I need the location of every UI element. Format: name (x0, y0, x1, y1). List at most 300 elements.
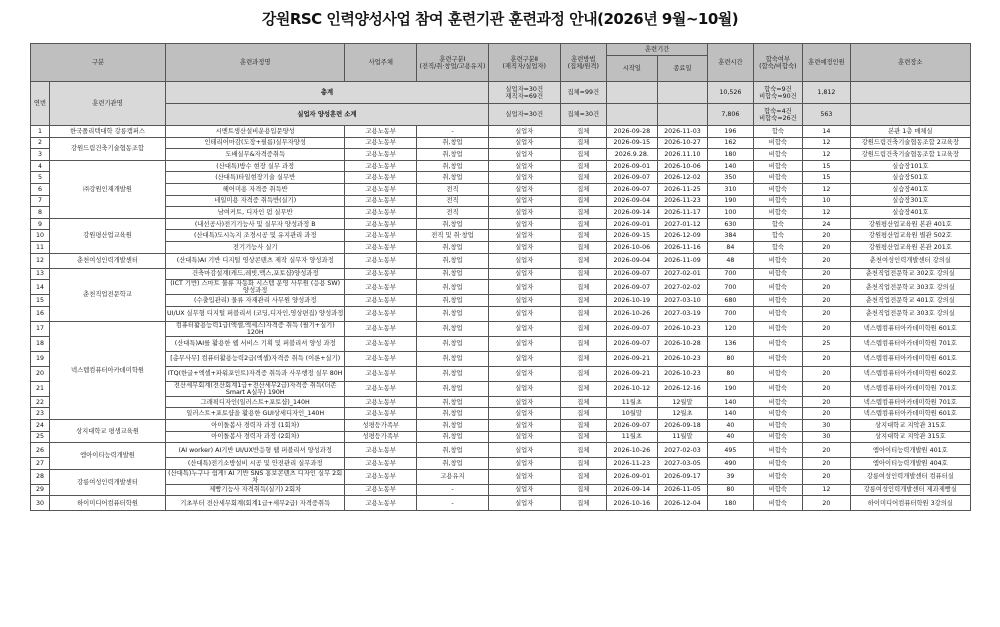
type2: 실업자 (488, 496, 560, 511)
planned: 12 (803, 207, 850, 219)
planned: 20 (803, 280, 850, 295)
hours: 680 (708, 295, 753, 307)
type1: - (417, 496, 489, 511)
row-number: 7 (31, 195, 50, 207)
start-date: 2026-09-04 (607, 253, 658, 268)
end-date: 2026-11-05 (657, 484, 708, 496)
place: 엠아이티능력개발원 404호 (850, 458, 970, 470)
operator: 고용노동부 (345, 366, 417, 381)
lodging: 비합숙 (753, 207, 803, 219)
operator: 고용노동부 (345, 484, 417, 496)
institution-name: 강릉여성인력개발센터 (49, 469, 165, 496)
start-date: 11월초 (607, 431, 658, 443)
course-name: 기초부터 전산세무회계(회계1급+세무2급) 자격증취득 (166, 496, 345, 511)
table-row (31, 280, 971, 295)
place: 엠아이티능력개발원 401호 (850, 443, 970, 458)
course-name: 아이돌봄사 경력자 과정 (2회차) (166, 431, 345, 443)
hours: 136 (708, 336, 753, 351)
method: 집체 (560, 126, 606, 138)
table-row (31, 241, 971, 253)
subtotal-label: 실업자 양성훈련 소계 (166, 104, 489, 126)
start-date: 2026-10-26 (607, 306, 658, 321)
start-date: 10월말 (607, 408, 658, 420)
lodging: 비합숙 (753, 469, 803, 484)
type2: 실업자 (488, 126, 560, 138)
planned: 10 (803, 195, 850, 207)
start-date: 2026-11-23 (607, 458, 658, 470)
row-number: 16 (31, 306, 50, 321)
start-date: 2026-10-19 (607, 295, 658, 307)
method: 집체 (560, 230, 606, 242)
place: 실습장501호 (850, 172, 970, 184)
row-number: 9 (31, 218, 50, 230)
method: 집체 (560, 137, 606, 149)
hours: 40 (708, 431, 753, 443)
lodging: 비합숙 (753, 321, 803, 336)
total-end-empty (657, 82, 708, 104)
hours: 140 (708, 396, 753, 408)
document-title: 강원RSC 인력양성사업 참여 훈련기관 훈련과정 안내(2026년 9월~10월) (261, 10, 739, 28)
operator: 고용노동부 (345, 351, 417, 366)
method: 집체 (560, 408, 606, 420)
col-header-gubun: 구분 (31, 44, 166, 82)
method: 집체 (560, 469, 606, 484)
table-row (31, 253, 971, 268)
place: 강원평산업교육원 본관 401호 (850, 218, 970, 230)
planned: 20 (803, 321, 850, 336)
end-date: 2026-09-18 (657, 419, 708, 431)
place: 넥스텝컴퓨터아카데미학원 701호 (850, 396, 970, 408)
place: 실습장301호 (850, 195, 970, 207)
planned: 24 (803, 218, 850, 230)
table-row (31, 366, 971, 381)
lodging: 비합숙 (753, 443, 803, 458)
course-name: (내선공사)전기기능사 및 실무자 양성과정 B (166, 218, 345, 230)
lodging: 비합숙 (753, 149, 803, 161)
place: 상지대학교 지악관 315호 (850, 419, 970, 431)
type1: 취,창업 (417, 431, 489, 443)
operator: 성평등가족부 (345, 419, 417, 431)
operator: 고용노동부 (345, 469, 417, 484)
start-date: 2026-09-07 (607, 280, 658, 295)
planned: 20 (803, 396, 850, 408)
lodging: 비합숙 (753, 366, 803, 381)
start-date: 2026-09-21 (607, 366, 658, 381)
institution-name: 춘천직업전문학교 (49, 268, 165, 321)
end-date: 2027-01-12 (657, 218, 708, 230)
start-date: 2026-09-01 (607, 160, 658, 172)
type2: 실업자 (488, 160, 560, 172)
subtotal-type2: 실업자=30건 (488, 104, 560, 126)
start-date: 2026-10-06 (607, 241, 658, 253)
operator: 고용노동부 (345, 253, 417, 268)
start-date: 2026-10-12 (607, 381, 658, 396)
method: 집체 (560, 458, 606, 470)
planned: 30 (803, 431, 850, 443)
subtotal-lodging: 합숙=4건 비합숙=26건 (753, 104, 803, 126)
col-header-type1 (417, 44, 489, 82)
method: 집체 (560, 351, 606, 366)
operator: 고용노동부 (345, 230, 417, 242)
col-header-no: 연번 (31, 82, 50, 126)
place: 강원평산업교육원 별관 502호 (850, 230, 970, 242)
hours: 196 (708, 126, 753, 138)
type1: 전직 (417, 207, 489, 219)
place: 춘천직업전문학교 401호 강의실 (850, 295, 970, 307)
course-name: 시멘트생산설비운용입문양성 (166, 126, 345, 138)
type2: 실업자 (488, 306, 560, 321)
planned: 20 (803, 408, 850, 420)
method: 집체 (560, 321, 606, 336)
type1: 취,창업 (417, 137, 489, 149)
operator: 고용노동부 (345, 321, 417, 336)
col-header-operator: 사업주체 (345, 44, 417, 82)
institution-name: ㈜강원인재개발원 (49, 160, 165, 218)
method: 집체 (560, 160, 606, 172)
type2: 실업자 (488, 431, 560, 443)
start-date: 2026-09-15 (607, 137, 658, 149)
type2: 실업자 (488, 321, 560, 336)
hours: 700 (708, 280, 753, 295)
table-row (31, 381, 971, 396)
course-name: (AI worker) AI기반 UI/UX반응형 웹 퍼블리셔 양성과정 (166, 443, 345, 458)
course-name: 전기기능사 실기 (166, 241, 345, 253)
subtotal-method: 집체=30건 (560, 104, 606, 126)
end-date: 2026-10-27 (657, 137, 708, 149)
lodging: 비합숙 (753, 458, 803, 470)
institution-name: 엠아이티능력개발원 (49, 443, 165, 470)
type1: 취,창업 (417, 241, 489, 253)
type1: 취,창업 (417, 306, 489, 321)
hours: 384 (708, 230, 753, 242)
method: 집체 (560, 218, 606, 230)
col-header-start: 시작일 (607, 56, 658, 82)
col-header-institution: 훈련기관명 (49, 82, 165, 126)
start-date: 2026-09-07 (607, 321, 658, 336)
type2: 실업자 (488, 137, 560, 149)
planned: 14 (803, 126, 850, 138)
subtotal-start-empty (607, 104, 658, 126)
hours: 180 (708, 496, 753, 511)
method: 집체 (560, 207, 606, 219)
type2: 실업자 (488, 268, 560, 280)
hours: 140 (708, 160, 753, 172)
type2: 실업자 (488, 241, 560, 253)
type2: 실업자 (488, 149, 560, 161)
planned: 30 (803, 419, 850, 431)
start-date: 2026-09-01 (607, 469, 658, 484)
operator: 고용노동부 (345, 137, 417, 149)
start-date: 2026-10-26 (607, 443, 658, 458)
course-name: 전산세무회계(전산회계1급+전산세무2급)자격증 취득(더존Smart A실무) 190H (166, 381, 345, 396)
type1: 전직 (417, 183, 489, 195)
type1: 취,창업 (417, 218, 489, 230)
lodging: 합숙 (753, 218, 803, 230)
start-date: 2026-09-07 (607, 419, 658, 431)
method: 집체 (560, 396, 606, 408)
end-date: 2026-11-23 (657, 195, 708, 207)
start-date: 2026-09-07 (607, 336, 658, 351)
place: 실습장401호 (850, 207, 970, 219)
type1: 취,창업 (417, 268, 489, 280)
col-header-planned: 훈련예정인원 (803, 44, 850, 82)
planned: 20 (803, 295, 850, 307)
planned: 20 (803, 366, 850, 381)
operator: 고용노동부 (345, 218, 417, 230)
type2-label: 훈련구분Ⅱ (510, 55, 538, 63)
planned: 15 (803, 160, 850, 172)
type2: 실업자 (488, 336, 560, 351)
end-date: 2026-11-16 (657, 241, 708, 253)
end-date: 2026-12-04 (657, 496, 708, 511)
table-row (31, 230, 971, 242)
table-row (31, 137, 971, 149)
planned: 20 (803, 241, 850, 253)
type2: 실업자 (488, 443, 560, 458)
operator: 고용노동부 (345, 207, 417, 219)
row-number: 19 (31, 351, 50, 366)
planned: 20 (803, 381, 850, 396)
end-date: 2027-02-02 (657, 280, 708, 295)
row-number: 6 (31, 183, 50, 195)
subtotal-end-empty (657, 104, 708, 126)
row-number: 27 (31, 458, 50, 470)
institution-name: 하이미디어컴퓨터학원 (49, 496, 165, 511)
method: 집체 (560, 366, 606, 381)
hours: 48 (708, 253, 753, 268)
planned: 12 (803, 149, 850, 161)
operator: 고용노동부 (345, 149, 417, 161)
planned: 20 (803, 253, 850, 268)
row-number: 1 (31, 126, 50, 138)
type1: 취,창업 (417, 321, 489, 336)
planned: 20 (803, 230, 850, 242)
operator: 고용노동부 (345, 280, 417, 295)
method: 집체 (560, 496, 606, 511)
operator: 고용노동부 (345, 396, 417, 408)
lodging-label: 합숙여부 (765, 55, 791, 63)
type1: 전직 및 취·창업 (417, 230, 489, 242)
type2: 실업자 (488, 366, 560, 381)
total-type2: 실업자=30건 재직자=69건 (488, 82, 560, 104)
row-number: 22 (31, 396, 50, 408)
type2: 실업자 (488, 253, 560, 268)
place: 실습장101호 (850, 160, 970, 172)
place: 강릉여성인력개발센터 제과제빵실 (850, 484, 970, 496)
type1: 취,창업 (417, 408, 489, 420)
end-date: 2026-12-09 (657, 230, 708, 242)
method: 집체 (560, 443, 606, 458)
hours: 84 (708, 241, 753, 253)
header-row-1 (31, 44, 971, 56)
type2: 실업자 (488, 195, 560, 207)
summary-sub-row (31, 104, 971, 126)
institution-name: 강원드림건축기술협동조합 (49, 137, 165, 160)
end-date: 2027-02-03 (657, 443, 708, 458)
col-header-end: 종료일 (657, 56, 708, 82)
type1: 취,창업 (417, 366, 489, 381)
institution-name: 한국폴리텍대학 강릉캠퍼스 (49, 126, 165, 138)
course-name: (산대특)AI를 활용한 웹 서비스 기획 및 퍼블리셔 양성 과정 (166, 336, 345, 351)
method: 집체 (560, 419, 606, 431)
course-name: 아이돌봄사 경력자 과정 (1회차) (166, 419, 345, 431)
method: 집체 (560, 195, 606, 207)
table-row (31, 218, 971, 230)
type2: 실업자 (488, 469, 560, 484)
start-date: 2026-09-14 (607, 207, 658, 219)
operator: 고용노동부 (345, 295, 417, 307)
type1: 취,창업 (417, 336, 489, 351)
type1: - (417, 126, 489, 138)
place: 춘천여성인력개발센터 강의실 (850, 253, 970, 268)
course-name: 도배실무&자격증취득 (166, 149, 345, 161)
start-date: 2026-09-21 (607, 351, 658, 366)
hours: 162 (708, 137, 753, 149)
row-number: 18 (31, 336, 50, 351)
table-row (31, 408, 971, 420)
planned: 20 (803, 458, 850, 470)
planned: 20 (803, 306, 850, 321)
row-number: 24 (31, 419, 50, 431)
lodging: 비합숙 (753, 172, 803, 184)
operator: 고용노동부 (345, 268, 417, 280)
type2: 실업자 (488, 295, 560, 307)
method: 집체 (560, 183, 606, 195)
type1: 취,창업 (417, 396, 489, 408)
row-number: 28 (31, 469, 50, 484)
row-number: 4 (31, 160, 50, 172)
table-row (31, 160, 971, 172)
start-date: 2026-09-04 (607, 195, 658, 207)
lodging: 비합숙 (753, 408, 803, 420)
total-label: 총계 (166, 82, 489, 104)
end-date: 2026-09-17 (657, 469, 708, 484)
col-header-course-name: 훈련과정명 (166, 44, 345, 82)
course-name: 그래픽디자인(일러스트+포토샵)_140H (166, 396, 345, 408)
row-number: 5 (31, 172, 50, 184)
course-name: (산대특)도시녹지 조경시공 및 유지관리 과정 (166, 230, 345, 242)
course-name: (산대특)타일현장기술 실무반 (166, 172, 345, 184)
end-date: 2026-11-17 (657, 207, 708, 219)
planned: 20 (803, 443, 850, 458)
start-date: 2026-09-15 (607, 230, 658, 242)
hours: 190 (708, 195, 753, 207)
place: 넥스텝컴퓨터아카데미학원 701호 (850, 336, 970, 351)
course-name: 제빵기능사 자격취득(실기) 2회차 (166, 484, 345, 496)
type1: 취,창업 (417, 419, 489, 431)
type1: 취,창업 (417, 443, 489, 458)
place: 본관 1층 매체실 (850, 126, 970, 138)
place: 하이미디어컴퓨터학원 3강의실 (850, 496, 970, 511)
place: 강릉여성인력개발센터 컴퓨터실 (850, 469, 970, 484)
place: 실습장401호 (850, 183, 970, 195)
end-date: 12월초 (657, 408, 708, 420)
type2: 실업자 (488, 458, 560, 470)
hours: 40 (708, 419, 753, 431)
row-number: 8 (31, 207, 50, 219)
table-row (31, 443, 971, 458)
operator: 고용노동부 (345, 336, 417, 351)
total-planned: 1,812 (803, 82, 850, 104)
operator: 고용노동부 (345, 241, 417, 253)
table-row (31, 431, 971, 443)
method: 집체 (560, 431, 606, 443)
type1: 고용유지 (417, 469, 489, 484)
start-date: 2026-09-07 (607, 183, 658, 195)
end-date: 2026-11-25 (657, 183, 708, 195)
row-number: 26 (31, 443, 50, 458)
method: 집체 (560, 280, 606, 295)
table-row (31, 172, 971, 184)
row-number: 23 (31, 408, 50, 420)
lodging: 비합숙 (753, 381, 803, 396)
table-row (31, 207, 971, 219)
operator: 고용노동부 (345, 458, 417, 470)
course-name: ITQ(한글+엑셀+파워포인트)자격증 취득과 사무행정 실무 80H (166, 366, 345, 381)
type2: 실업자 (488, 183, 560, 195)
method: 집체 (560, 295, 606, 307)
planned: 12 (803, 183, 850, 195)
method: 집체 (560, 149, 606, 161)
lodging: 합숙 (753, 126, 803, 138)
total-start-empty (607, 82, 658, 104)
type2: 실업자 (488, 396, 560, 408)
row-number: 2 (31, 137, 50, 149)
planned: 12 (803, 484, 850, 496)
table-row (31, 183, 971, 195)
place: 강원드림건축기술협동조합 1교육장 (850, 149, 970, 161)
hours: 310 (708, 183, 753, 195)
hours: 700 (708, 268, 753, 280)
hours: 39 (708, 469, 753, 484)
hours: 490 (708, 458, 753, 470)
method: 집체 (560, 268, 606, 280)
lodging: 비합숙 (753, 183, 803, 195)
lodging: 합숙 (753, 241, 803, 253)
row-number: 3 (31, 149, 50, 161)
planned: 20 (803, 268, 850, 280)
subtotal-place-empty (850, 104, 970, 126)
method: 집체 (560, 172, 606, 184)
method-sub: (집체/원격) (567, 62, 599, 70)
table-row (31, 195, 971, 207)
start-date: 2026-09-07 (607, 268, 658, 280)
lodging: 합숙 (753, 230, 803, 242)
end-date: 2026-12-16 (657, 381, 708, 396)
operator: 고용노동부 (345, 408, 417, 420)
course-name: 네일미용 자격증 취득반(실기) (166, 195, 345, 207)
table-row (31, 458, 971, 470)
table-row (31, 306, 971, 321)
method: 집체 (560, 253, 606, 268)
method: 집체 (560, 484, 606, 496)
course-name: 인테리어마감(도장+필름)실무자양성 (166, 137, 345, 149)
end-date: 2026-10-28 (657, 336, 708, 351)
operator: 고용노동부 (345, 496, 417, 511)
total-hours: 10,526 (708, 82, 753, 104)
type1: 취,창업 (417, 295, 489, 307)
hours: 80 (708, 366, 753, 381)
place: 강원평산업교육원 본관 201호 (850, 241, 970, 253)
table-row (31, 351, 971, 366)
method: 집체 (560, 241, 606, 253)
row-number: 30 (31, 496, 50, 511)
institution-name: 강원평산업교육원 (49, 218, 165, 253)
institution-name: 넥스텝컴퓨터아카데미학원 (49, 321, 165, 419)
end-date: 2026-12-02 (657, 172, 708, 184)
end-date: 11월말 (657, 431, 708, 443)
start-date: 2026-09-07 (607, 172, 658, 184)
